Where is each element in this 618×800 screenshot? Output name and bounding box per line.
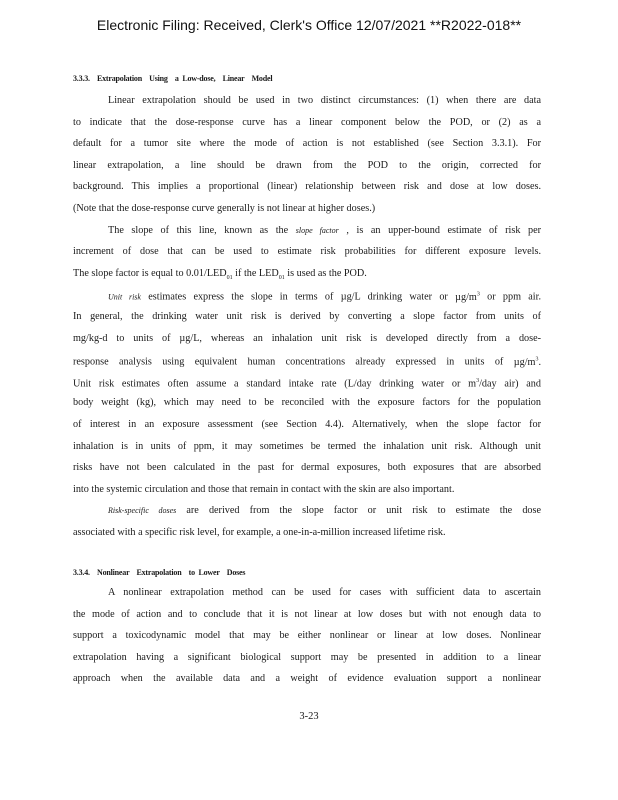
text-line xyxy=(73,349,541,371)
text-span: response analysis using equivalent human concentrations already expressed in units of xyxy=(73,356,504,368)
text-span: g/L drinking water or xyxy=(346,291,448,303)
text-line xyxy=(73,500,541,522)
text-span: are derived from the slope factor or unit risk to estimate the dose xyxy=(186,505,541,517)
text-line xyxy=(73,371,541,393)
text-span xyxy=(514,357,541,368)
text-line: into the systemic circulation and those that remain in contact with the skin are also important. xyxy=(73,483,455,495)
text-span: is used as the POD. xyxy=(287,267,367,279)
text-line xyxy=(73,220,541,242)
mu-symbol: µ xyxy=(179,332,186,344)
text-line xyxy=(73,263,541,285)
subscript: 01 xyxy=(226,274,233,281)
text-line: In general, the drinking water unit risk is derived by converting a slope factor from units of xyxy=(73,310,541,322)
text-line xyxy=(73,284,541,306)
text-line: risks have not been calculated in the past for dermal exposures, both exposures that are absorbed xyxy=(73,462,541,474)
text-line: linear extrapolation, a line should be drawn from the POD to the origin, corrected for xyxy=(73,159,541,171)
text-line: associated with a specific risk level, for example, a one-in-a-million increased lifetime risk. xyxy=(73,526,446,538)
text-span: Unit risk estimates often assume a standard intake rate (L/day drinking water or m xyxy=(73,378,477,390)
superscript: 3 xyxy=(476,291,480,298)
mu-symbol: µ xyxy=(455,291,461,303)
text-line xyxy=(73,328,541,350)
superscript: 3 xyxy=(476,377,480,384)
text-line: A nonlinear extrapolation method can be used for cases with sufficient data to ascertain xyxy=(108,587,541,598)
text-span: The slope factor is equal to 0.01/LED xyxy=(73,267,227,279)
text-line: support a toxicodynamic model that may be either nonlinear or linear at low doses. Nonlinear xyxy=(73,630,541,642)
text-line: approach when the available data and a weight of evidence evaluation support a nonlinear xyxy=(73,673,541,685)
term-risk-specific-doses: Risk-specific doses xyxy=(108,506,177,516)
text-span xyxy=(455,292,480,303)
mu-symbol: µ xyxy=(340,291,347,303)
paragraph-linear-extrapolation xyxy=(73,90,541,543)
page-number: 3-23 xyxy=(299,711,319,722)
term-slope-factor: slope factor xyxy=(295,225,339,235)
mu-symbol: µ xyxy=(513,356,520,368)
text-span: g/m xyxy=(460,291,477,303)
text-span: The slope of this line, known as the xyxy=(108,224,289,236)
text-span: , is an upper-bound estimate of risk per xyxy=(346,224,542,236)
text-line: default for a tumor site where the mode of action is not established (see Section 3.3.1). For xyxy=(73,138,541,150)
text-line: inhalation is in units of ppm, it may sometimes be termed the inhalation unit risk. Although unit xyxy=(73,440,541,452)
text-span: /day air) and xyxy=(479,378,541,390)
text-line: Linear extrapolation should be used in two distinct circumstances: (1) when there are data xyxy=(108,95,541,106)
text-span: if the LED xyxy=(235,267,279,279)
text-span xyxy=(341,292,448,303)
text-span: g/L, whereas an inhalation unit risk is developed directly from a dose- xyxy=(185,332,542,344)
section-heading-333: 3.3.3. Extrapolation Using a Low-dose, Linear Model xyxy=(73,74,273,83)
text-span: g/m xyxy=(519,356,536,368)
text-line: increment of dose that can be used to estimate risk probabilities for different exposure levels. xyxy=(73,246,541,258)
filing-banner: Electronic Filing: Received, Clerk's Office 12/07/2021 **R2022-018** xyxy=(96,17,522,33)
term-unit-risk: Unit risk xyxy=(108,292,141,302)
text-span: . xyxy=(538,356,541,368)
text-line: (Note that the dose-response curve generally is not linear at higher doses.) xyxy=(73,202,376,214)
text-span xyxy=(179,333,541,344)
text-line: of interest in an exposure assessment (see Section 4.4). Alternatively, when the slope factor for xyxy=(73,418,541,430)
superscript: 3 xyxy=(535,356,539,363)
subscript: 01 xyxy=(278,274,285,281)
text-line: the mode of action and to conclude that it is not linear at low doses but with not enough data to xyxy=(73,608,541,620)
text-span: estimates express the slope in terms of xyxy=(148,291,334,303)
paragraph-nonlinear-extrapolation xyxy=(73,582,541,690)
text-line: body weight (kg), which may need to be reconciled with the exposure factors for the population xyxy=(73,397,541,409)
text-span: or ppm air. xyxy=(487,291,541,303)
section-heading-334: 3.3.4. Nonlinear Extrapolation to Lower Doses xyxy=(73,568,246,577)
text-span: mg/kg-d to units of xyxy=(73,332,171,344)
text-line: background. This implies a proportional (linear) relationship between risk and dose at low doses. xyxy=(73,181,541,193)
text-line: to indicate that the dose-response curve has a linear component below the POD, or (2) as a xyxy=(73,116,541,128)
text-line: extrapolation having a significant biological support may be presented in addition to a linear xyxy=(73,651,541,663)
